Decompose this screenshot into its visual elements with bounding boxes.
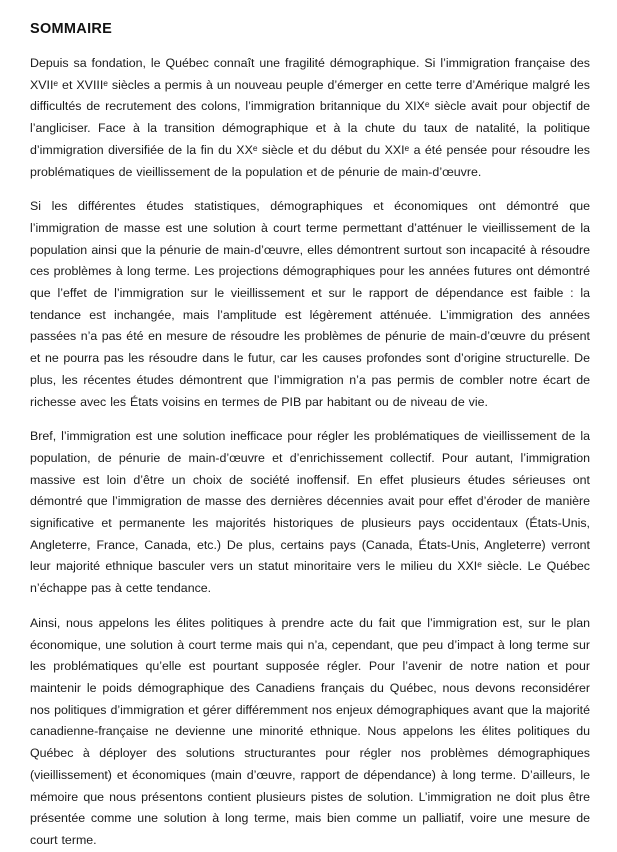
paragraph-studies-long-term: Si les différentes études statistiques, démographiques et économiques ont démontré que l’immigration de masse est une solution à court terme permettant d’atténuer le vieillissement de la population ainsi que la pénurie de main-d’œuvre, elles démontrent surtout son incapacité à résoudre ces problèmes à long terme. Les projections démographiques pour les années futures ont démontré que l’effet de l’immigration sur le vieillissement et sur le rapport de dépendance est faible : la tendance est inchangée, mais l’amplitude est légèrement atténuée. L’immigration des années passées n’a pas été en mesure de résoudre les problèmes de pénurie de main-d’œuvre du présent et ne pourra pas les résoudre dans le futur, car les causes profondes sont d’origine structurelle. De plus, les récentes études démontrent que l’immigration n’a pas permis de combler notre écart de richesse avec les États voisins en termes de PIB par habitant ou de niveau de vie. — [30, 199, 590, 409]
page-title: SOMMAIRE — [30, 21, 113, 37]
paragraph-ineffective-solution: Bref, l’immigration est une solution inefficace pour régler les problématiques de vieillissement de la population, de pénurie de main-d’œuvre et d’enrichissement collectif. Pour autant, l’immigration massive est loin d’être un choix de société inoffensif. En effet plusieurs études sérieuses ont démontré que l’immigration de masse des dernières décennies avait pour effet d’éroder de manière significative et permanente les majorités historiques de plusieurs pays occidentaux (États-Unis, Angleterre, France, Canada, etc.) De plus, certains pays (Canada, États-Unis, Angleterre) verront leur majorité ethnique basculer vers un statut minoritaire vers le milieu du XXIᵉ siècle. Le Québec n’échappe pas à cette tendance. — [30, 429, 590, 596]
paragraph-call-to-elites: Ainsi, nous appelons les élites politiques à prendre acte du fait que l’immigration est, sur le plan économique, une solution à court terme mais qui n’a, cependant, que peu d’impact à long terme sur les problématiques qu’elle est pourtant supposée régler. Pour l’avenir de notre nation et pour maintenir le poids démographique des Canadiens français du Québec, nous devons reconsidérer nos politiques d’immigration et gérer différemment nos enjeux démographiques avant que la majorité canadienne-française ne devienne une minorité ethnique. Nous appelons les élites politiques du Québec à déployer des solutions structurantes pour régler nos problèmes démographiques (vieillissement) et économiques (main d’œuvre, rapport de dépendance) à long terme. D’ailleurs, le mémoire que nous présentons contient plusieurs pistes de solution. L’immigration ne doit plus être présentée comme une solution à long terme, mais bien comme un palliatif, voire une mesure de court terme. — [30, 615, 590, 847]
paragraph-founding-fragility: Depuis sa fondation, le Québec connaît une fragilité démographique. Si l’immigration française des XVIIᵉ et XVIIIᵉ siècles a permis à un nouveau peuple d’émerger en cette terre d’Amérique malgré les difficultés de recrutement des colons, l’immigration britannique du XIXᵉ siècle avait pour objectif de l’angliciser. Face à la transition démographique et à la chute du taux de natalité, la politique d’immigration diversifiée de la fin du XXᵉ siècle et du début du XXIᵉ a été pensée pour résoudre les problématiques de vieillissement de la population et de pénurie de main-d’œuvre. — [30, 56, 590, 179]
